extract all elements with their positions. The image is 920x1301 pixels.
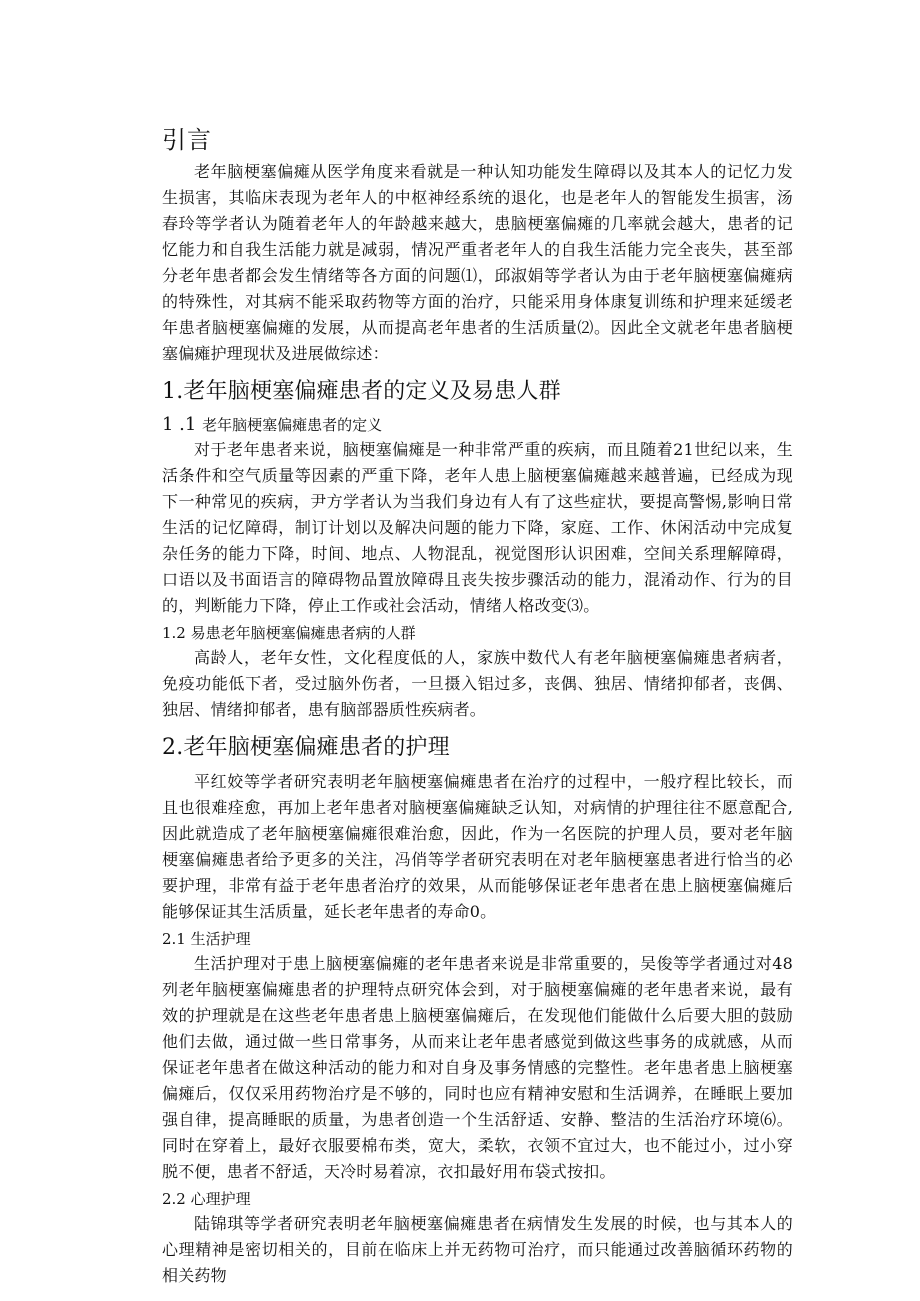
subsection-1-1-title: 老年脑梗塞偏瘫患者的定义 [202,416,383,434]
subsection-2-1-paragraph: 生活护理对于患上脑梗塞偏瘫的老年患者来说是非常重要的，吴俊等学者通过对48列老年脑梗塞偏瘫患者的护理特点研究体会到，对于脑梗塞偏瘫的老年患者来说，最有效的护理就是在这些老年患者患上脑梗塞偏瘫后，在发现他们能做什么后要大胆的鼓励他们去做，通过做一些日常事务，从而来让老年患者感觉到做这些事务的成就感，从而保证老年患者在做这种活动的能力和对自身及事务情感的完整性。老年患者患上脑梗塞偏瘫后，仅仅采用药物治疗是不够的，同时也应有精神安慰和生活调养，在睡眠上要加强自律，提高睡眠的质量，为患者创造一个生活舒适、安静、整洁的生活治疗环境⑹。同时在穿着上，最好衣服要棉布类，宽大，柔软，衣领不宜过大，也不能过小，过小穿脱不便，患者不舒适，天冷时易着凉，衣扣最好用布袋式按扣。 [162,954,793,1181]
section-1-heading: 1.老年脑梗塞偏瘫患者的定义及易患人群 [162,379,561,404]
subsection-1-2-heading: 1.2 易患老年脑梗塞偏瘫患者病的人群 [162,624,416,642]
intro-paragraph: 老年脑梗塞偏瘫从医学角度来看就是一种认知功能发生障碍以及其本人的记忆力发生损害，其临床表现为老年人的中枢神经系统的退化，也是老年人的智能发生损害，汤春玲等学者认为随着老年人的年龄越来越大，患脑梗塞偏瘫的几率就会越大，患者的记忆能力和自我生活能力就是减弱，情况严重者老年人的自我生活能力完全丧失，甚至部分老年患者都会发生情绪等各方面的问题⑴，邱淑娟等学者认为由于老年脑梗塞偏瘫病的特殊性，对其病不能采取药物等方面的治疗，只能采用身体康复训练和护理来延缓老年患者脑梗塞偏瘫的发展，从而提高老年患者的生活质量⑵。因此全文就老年患者脑梗塞偏瘫护理现状及进展做综述： [162,162,793,363]
subsection-2-2-heading: 2.2 心理护理 [162,1190,251,1208]
section-2-heading: 2.老年脑梗塞偏瘫患者的护理 [162,735,450,760]
section-2-paragraph: 平红姣等学者研究表明老年脑梗塞偏瘫患者在治疗的过程中，一般疗程比较长，而且也很难痊愈，再加上老年患者对脑梗塞偏瘫缺乏认知，对病情的护理往往不愿意配合,因此就造成了老年脑梗塞偏瘫很难治愈，因此，作为一名医院的护理人员，要对老年脑梗塞偏瘫患者给予更多的关注，冯俏等学者研究表明在对老年脑梗塞患者进行恰当的必要护理，非常有益于老年患者治疗的效果，从而能够保证老年患者在患上脑梗塞偏瘫后能够保证其生活质量，延长老年患者的寿命0。 [162,772,793,921]
subsection-1-1-paragraph: 对于老年患者来说，脑梗塞偏瘫是一种非常严重的疾病，而且随着21世纪以来，生活条件和空气质量等因素的严重下降，老年人患上脑梗塞偏瘫越来越普遍，已经成为现下一种常见的疾病，尹方学者认为当我们身边有人有了这些症状，要提高警惕,影响日常生活的记忆障碍，制订计划以及解决问题的能力下降，家庭、工作、休闲活动中完成复杂任务的能力下降，时间、地点、人物混乱，视觉图形认识困难，空间关系理解障碍，口语以及书面语言的障碍物品置放障碍且丧失按步骤活动的能力，混淆动作、行为的目的，判断能力下降，停止工作或社会活动，情绪人格改变⑶。 [162,440,793,615]
subsection-2-2-paragraph: 陆锦琪等学者研究表明老年脑梗塞偏瘫患者在病情发生发展的时候，也与其本人的心理精神是密切相关的，目前在临床上并无药物可治疗，而只能通过改善脑循环药物的相关药物 [162,1214,793,1285]
subsection-1-1-number: 1 .1 [162,414,197,435]
subsection-1-1-heading [162,413,793,437]
intro-heading: 引言 [162,126,212,154]
subsection-2-1-heading: 2.1 生活护理 [162,930,251,948]
subsection-1-2-paragraph: 高龄人，老年女性，文化程度低的人，家族中数代人有老年脑梗塞偏瘫患者病者，免疫功能低下者，受过脑外伤者，一旦摄入铝过多，丧偶、独居、情绪抑郁者，丧偶、独居、情绪抑郁者，患有脑部器质性疾病者。 [162,648,793,719]
